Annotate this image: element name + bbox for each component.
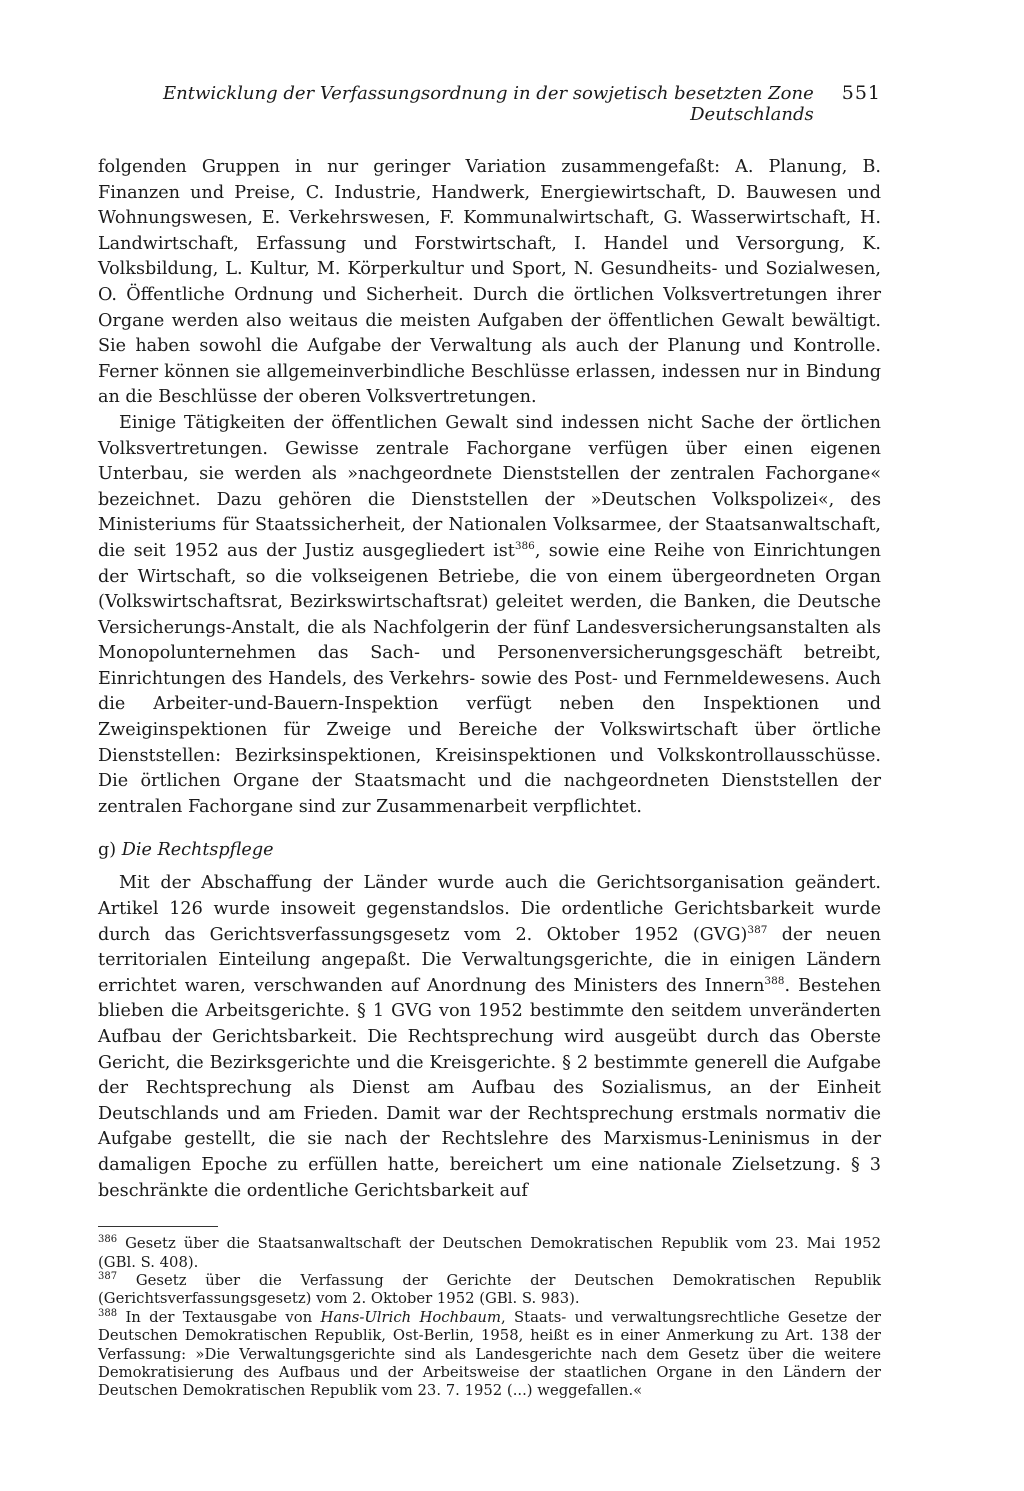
text-segment: Einige Tätigkeiten der öffentlichen Gewalt sind indessen nicht Sache der örtlichen Volksvertretungen. Gewisse zentrale Fachorgane verfügen über einen eigenen Unterbau, sie werden als »nachgeordnete Dienststellen der zentralen Fachorgane« bezeichnet. Dazu gehören die Dienststellen der »Deutschen Volkspolizei«, des Ministeriums für Staatssicherheit, der Nationalen Volksarmee, der Staatsanwaltschaft, die seit 1952 aus der Justiz ausgegliedert ist [98, 412, 881, 561]
text-segment: folgenden Gruppen in nur geringer Variation zusammengefaßt: A. Planung, B. Finanzen und Preise, C. Industrie, Handwerk, Energiewirtschaft, D. Bauwesen und Wohnungswesen, E. Verkehrswesen, F. Kommunalwirtschaft, G. Wasserwirtschaft, H. Landwirtschaft, Erfassung und Forstwirtschaft, I. Handel und Versorgung, K. Volksbildung, L. Kultur, M. Körperkultur und Sport, N. Gesundheits- und Sozialwesen, O. Öffentliche Ordnung und Sicherheit. Durch die örtlichen Volksvertretungen ihrer Organe werden also weitaus die meisten Aufgaben der öffentlichen Gewalt bewältigt. Sie haben sowohl die Aufgabe der Verwaltung als auch der Planung und Kontrolle. Ferner können sie allgemeinverbindliche Beschlüsse erlassen, indessen nur in Bindung an die Beschlüsse der oberen Volksvertretungen. [98, 157, 881, 408]
footnote-387 [98, 1272, 881, 1309]
author-name: Hans-Ulrich Hochbaum [320, 1308, 501, 1326]
footnote-text: In der Textausgabe von [125, 1308, 321, 1326]
text-segment: . Bestehen blieben die Arbeitsgerichte. § 1 GVG von 1952 bestimmte den seitdem unveränderten Aufbau der Gerichtsbarkeit. Die Rechtsprechung wird ausgeübt durch das Oberste Gericht, die Bezirksgerichte und die Kreisgerichte. § 2 bestimmte generell die Aufgabe der Rechtsprechung als Dienst am Aufbau des Sozialismus, an der Einheit Deutschlands und am Frieden. Damit war der Rechtsprechung erstmals normativ die Aufgabe gestellt, die sie nach der Rechtslehre des Marxismus-Leninismus in der damaligen Epoche zu erfüllen hatte, bereichert um eine nationale Zielsetzung. § 3 beschränkte die ordentliche Gerichtsbarkeit auf [98, 975, 881, 1201]
footnote-text: Gesetz über die Verfassung der Gerichte der Deutschen Demokratischen Republik (Gerichtsverfassungsgesetz) vom 2. Oktober 1952 (GBl. S. 983). [98, 1271, 881, 1308]
footnote-388 [98, 1309, 881, 1401]
section-heading [98, 838, 881, 863]
footnote-ref-386[interactable]: 386 [514, 540, 535, 553]
footnote-text: , Staats- und verwaltungsrechtliche Gesetze der Deutschen Demokratischen Republik, Ost-Berlin, 1958, heißt es in einer Anmerkung zu Art. 138 der Verfassung: »Die Verwaltungsgerichte sind als Landesgerichte nach dem Gesetz über die weitere Demokratisierung des Aufbaus und der Arbeitsweise der staatlichen Organe in den Ländern der Deutschen Demokratischen Republik vom 23. 7. 1952 (...) weggefallen.« [98, 1308, 881, 1400]
running-head [98, 82, 881, 125]
section-label: Die Rechtspflege [121, 840, 274, 861]
footnote-divider [98, 1226, 218, 1227]
footnotes [98, 1235, 881, 1401]
text-segment: der neuen territorialen Einteilung angepaßt. Die Verwaltungsgerichte, die in einigen Ländern errichtet waren, verschwanden auf Anordnung des Ministers des Innern [98, 924, 881, 996]
paragraph-2 [98, 411, 881, 821]
page-number: 551 [841, 82, 881, 104]
text-segment: , sowie eine Reihe von Einrichtungen der Wirtschaft, so die volkseigenen Betriebe, die von einem übergeordneten Organ (Volkswirtschaftsrat, Bezirkswirtschaftsrat) geleitet werden, die Banken, die Deutsche Versicherungs-Anstalt, die als Nachfolgerin der fünf Landesversicherungsanstalten als Monopolunternehmen das Sach- und Personenversicherungsgeschäft betreibt, Einrichtungen des Handels, des Verkehrs- sowie des Post- und Fernmeldewesens. Auch die Arbeiter-und-Bauern-Inspektion verfügt neben den Inspektionen und Zweiginspektionen für Zweige und Bereiche der Volkswirtschaft über örtliche Dienststellen: Bezirksinspektionen, Kreisinspektionen und Volkskontrollausschüsse. Die örtlichen Organe der Staatsmacht und die nachgeordneten Dienststellen der zentralen Fachorgane sind zur Zusammenarbeit verpflichtet. [98, 540, 881, 817]
footnote-number: 388 [98, 1307, 118, 1319]
footnote-text: Gesetz über die Staatsanwaltschaft der Deutschen Demokratischen Republik vom 23. Mai 1952 (GBl. S. 408). [98, 1235, 881, 1271]
paragraph-1 [98, 155, 881, 411]
book-page [98, 82, 881, 1401]
running-title: Entwicklung der Verfassungsordnung in der sowjetisch besetzten Zone Deutschlands [163, 83, 814, 125]
footnote-ref-387[interactable]: 387 [747, 923, 768, 936]
section-marker: g) [98, 840, 117, 861]
paragraph-3 [98, 871, 881, 1204]
footnote-number: 387 [98, 1271, 118, 1283]
text-segment: Mit der Abschaffung der Länder wurde auch die Gerichtsorganisation geändert. Artikel 126 wurde insoweit gegenstandslos. Die ordentliche Gerichtsbarkeit wurde durch das Gerichtsverfassungsgesetz vom 2. Oktober 1952 (GVG) [98, 873, 881, 945]
footnote-386 [98, 1235, 881, 1272]
footnote-number: 386 [98, 1234, 118, 1246]
footnote-ref-388[interactable]: 388 [764, 974, 785, 987]
